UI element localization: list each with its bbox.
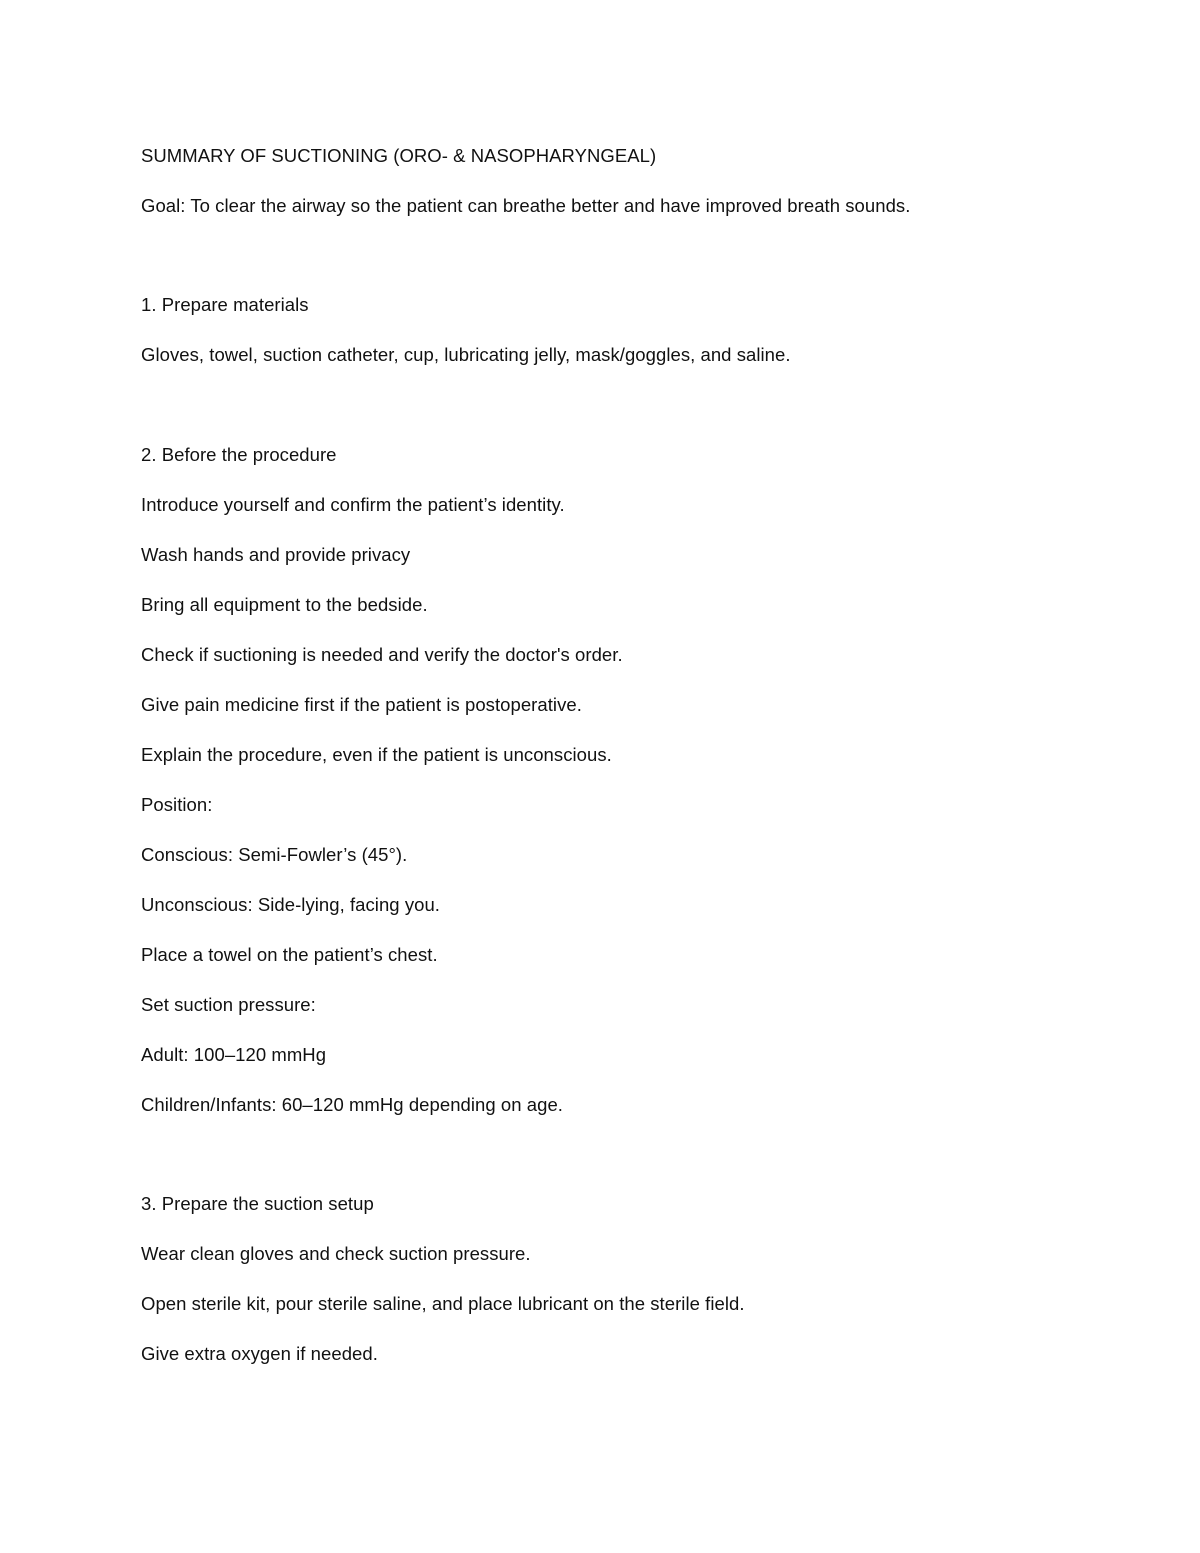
before-line: Set suction pressure: — [141, 994, 316, 1015]
materials-line: Gloves, towel, suction catheter, cup, lubricating jelly, mask/goggles, and saline. — [141, 344, 791, 365]
setup-line: Give extra oxygen if needed. — [141, 1343, 378, 1364]
before-line: Children/Infants: 60–120 mmHg depending on age. — [141, 1094, 563, 1115]
before-line: Explain the procedure, even if the patient is unconscious. — [141, 744, 612, 765]
before-line: Position: — [141, 794, 213, 815]
section-heading-before: 2. Before the procedure — [141, 444, 337, 465]
before-line: Introduce yourself and confirm the patient’s identity. — [141, 494, 565, 515]
goal-text: Goal: To clear the airway so the patient can breathe better and have improved breath sounds. — [141, 195, 911, 216]
setup-line: Open sterile kit, pour sterile saline, and place lubricant on the sterile field. — [141, 1293, 745, 1314]
before-line: Conscious: Semi-Fowler’s (45°). — [141, 844, 408, 865]
section-heading-setup: 3. Prepare the suction setup — [141, 1193, 374, 1214]
before-line: Wash hands and provide privacy — [141, 544, 411, 565]
before-line: Bring all equipment to the bedside. — [141, 594, 428, 615]
before-line: Check if suctioning is needed and verify the doctor's order. — [141, 644, 623, 665]
before-line: Adult: 100–120 mmHg — [141, 1044, 327, 1065]
before-line: Give pain medicine first if the patient is postoperative. — [141, 694, 582, 715]
before-line: Place a towel on the patient’s chest. — [141, 944, 438, 965]
section-heading-materials: 1. Prepare materials — [141, 294, 309, 315]
document-title: SUMMARY OF SUCTIONING (ORO- & NASOPHARYNGEAL) — [141, 145, 657, 166]
before-line: Unconscious: Side-lying, facing you. — [141, 894, 440, 915]
setup-line: Wear clean gloves and check suction pressure. — [141, 1243, 531, 1264]
